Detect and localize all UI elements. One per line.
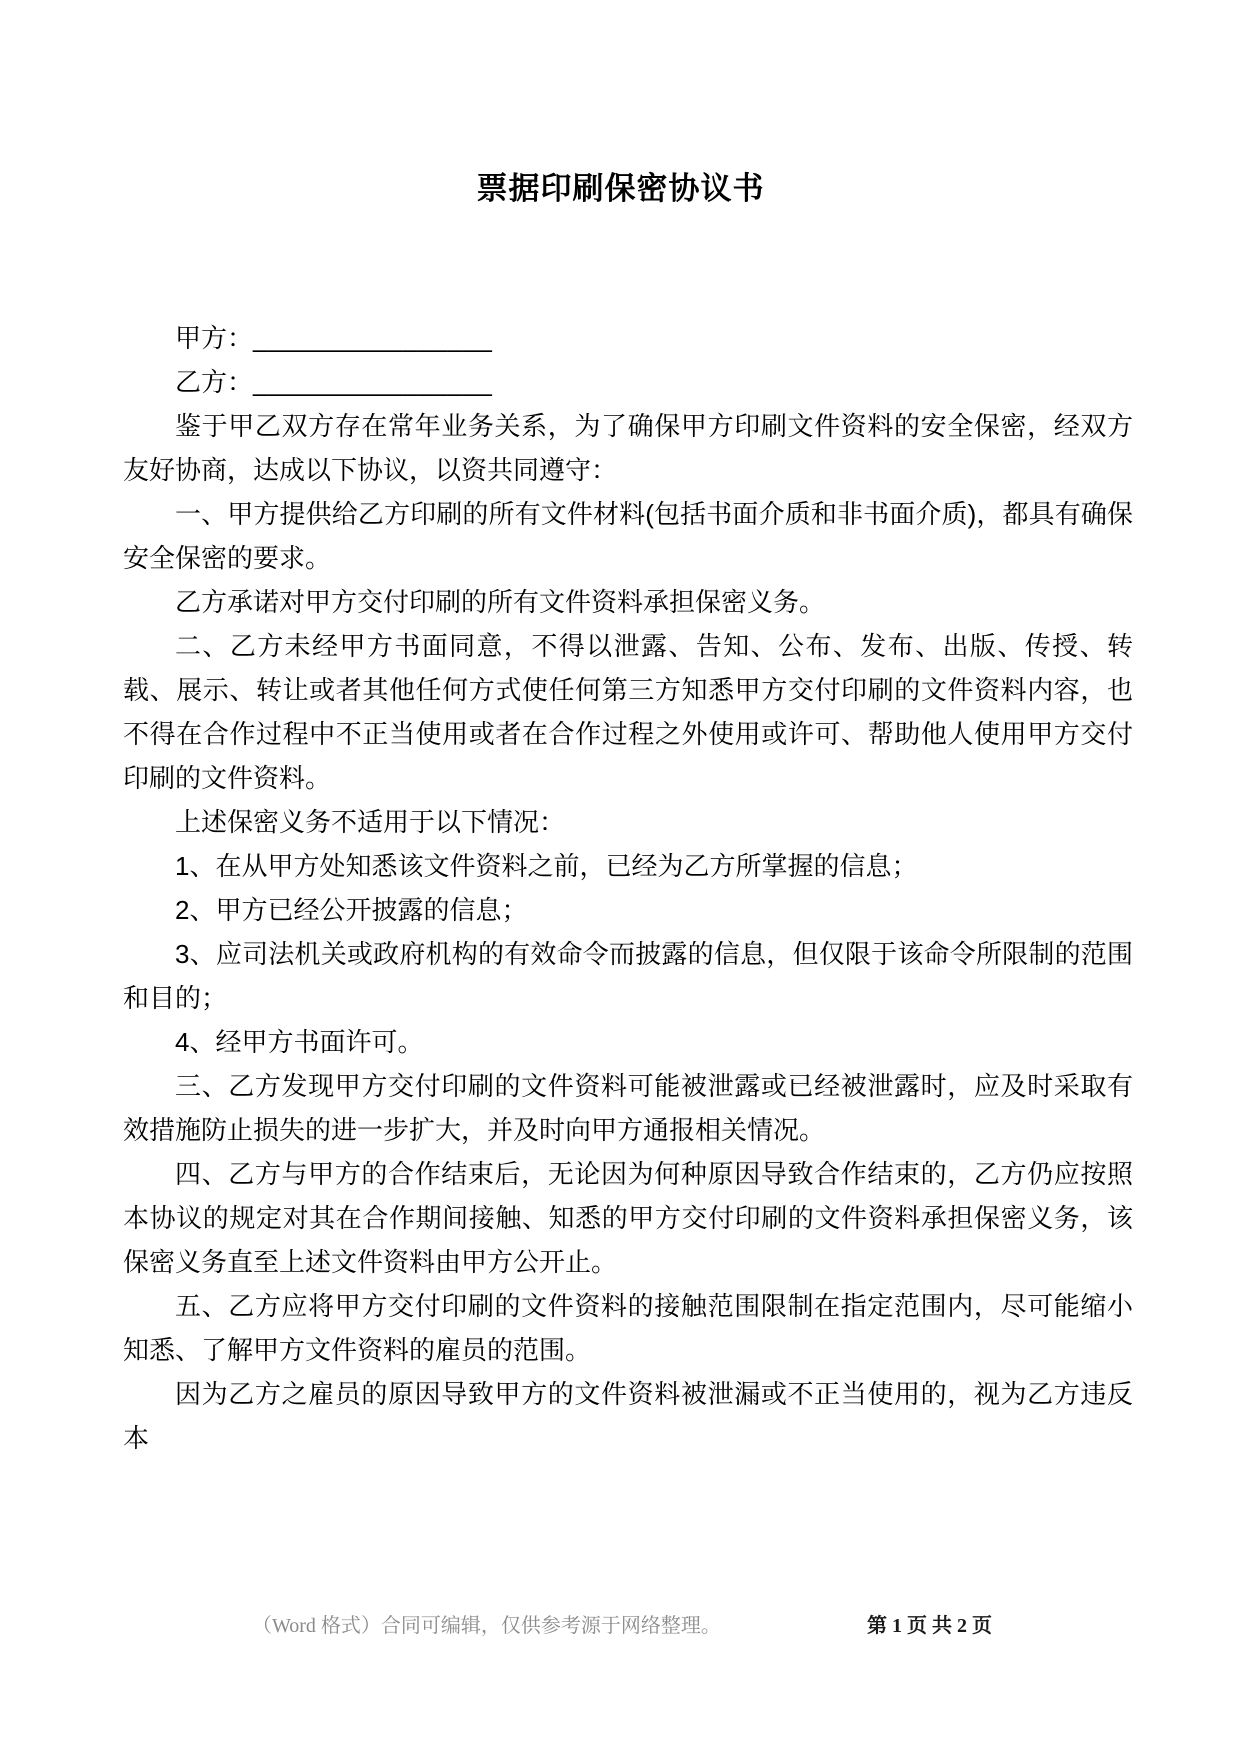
footer-note: （Word 格式）合同可编辑，仅供参考源于网络整理。	[252, 1615, 721, 1637]
paragraph-clause-1: 一、甲方提供给乙方印刷的所有文件材料(包括书面介质和非书面介质)，都具有确保安全保密的要求。	[123, 499, 1133, 573]
paragraph-clause-5: 五、乙方应将甲方交付印刷的文件资料的接触范围限制在指定范围内，尽可能缩小知悉、了解甲方文件资料的雇员的范围。	[123, 1291, 1133, 1365]
paragraph-clause-4: 四、乙方与甲方的合作结束后，无论因为何种原因导致合作结束的，乙方仍应按照本协议的规定对其在合作期间接触、知悉的甲方交付印刷的文件资料承担保密义务，该保密义务直至上述文件资料由甲方公开止。	[123, 1159, 1133, 1277]
paragraph-clause-5b: 因为乙方之雇员的原因导致甲方的文件资料被泄漏或不正当使用的，视为乙方违反本	[123, 1379, 1133, 1453]
paragraph-item-4: 4、经甲方书面许可。	[175, 1027, 424, 1057]
party-b-line	[123, 360, 1133, 404]
footer-page-number: 第 1 页 共 2 页	[867, 1615, 992, 1637]
paragraph-preamble: 鉴于甲乙双方存在常年业务关系，为了确保甲方印刷文件资料的安全保密，经双方友好协商，达成以下协议，以资共同遵守：	[123, 411, 1133, 485]
paragraph-clause-1b: 乙方承诺对甲方交付印刷的所有文件资料承担保密义务。	[175, 587, 826, 617]
paragraph-clause-2: 二、乙方未经甲方书面同意，不得以泄露、告知、公布、发布、出版、传授、转载、展示、转让或者其他任何方式使任何第三方知悉甲方交付印刷的文件资料内容，也不得在合作过程中不正当使用或者在合作过程之外使用或许可、帮助他人使用甲方交付印刷的文件资料。	[123, 631, 1133, 793]
party-b-blank-line: ________________	[253, 367, 493, 397]
party-b-label: 乙方：	[175, 367, 254, 397]
paragraph-item-2: 2、甲方已经公开披露的信息；	[175, 895, 528, 925]
paragraph-exceptions: 上述保密义务不适用于以下情况：	[175, 807, 566, 837]
document-body	[123, 316, 1133, 1460]
paragraph-clause-3: 三、乙方发现甲方交付印刷的文件资料可能被泄露或已经被泄露时，应及时采取有效措施防止损失的进一步扩大，并及时向甲方通报相关情况。	[123, 1071, 1133, 1145]
paragraph-item-3: 3、应司法机关或政府机构的有效命令而披露的信息，但仅限于该命令所限制的范围和目的；	[123, 939, 1133, 1013]
document-title: 票据印刷保密协议书	[476, 171, 765, 206]
party-a-label: 甲方：	[175, 323, 254, 353]
paragraph-item-1: 1、在从甲方处知悉该文件资料之前，已经为乙方所掌握的信息；	[175, 851, 918, 881]
party-a-line	[123, 316, 1133, 360]
party-a-blank-line: ________________	[253, 323, 493, 353]
page-footer	[252, 1612, 992, 1640]
